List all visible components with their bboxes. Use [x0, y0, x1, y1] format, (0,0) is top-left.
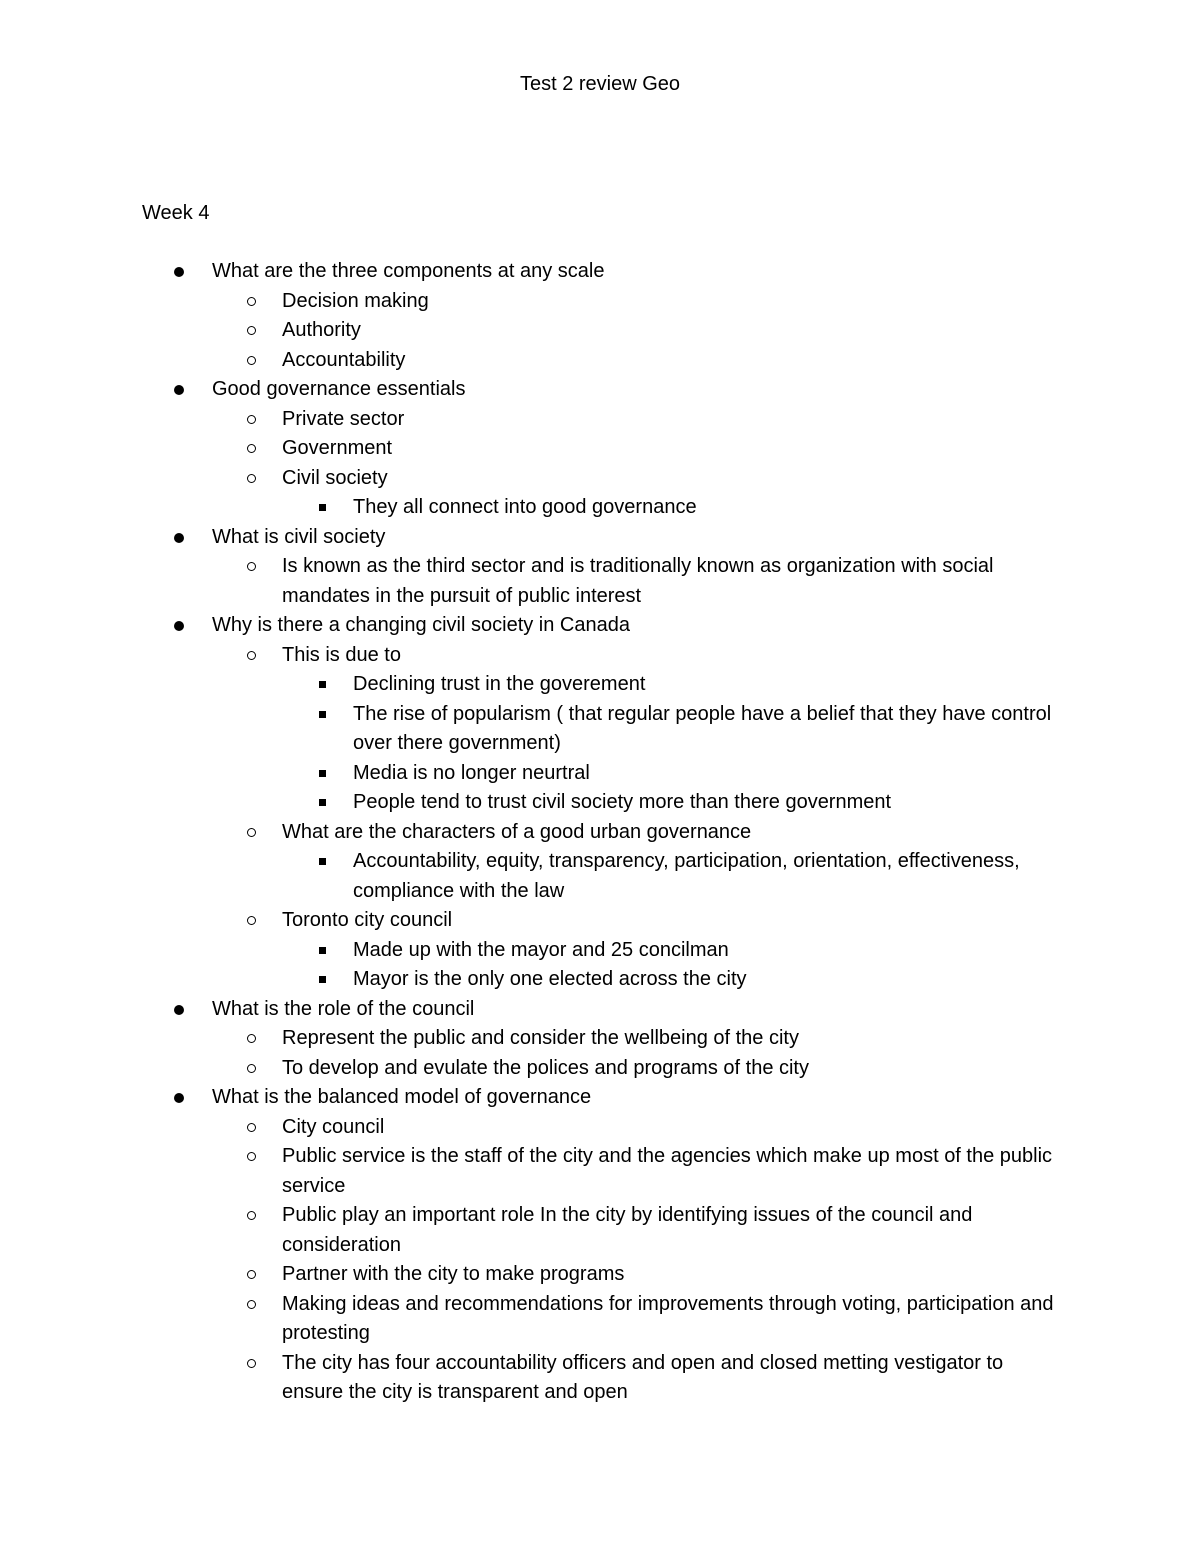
circle-bullet-icon: [247, 651, 256, 660]
list-item-text: Partner with the city to make programs: [282, 1263, 625, 1285]
list-item-text: Government: [282, 437, 393, 459]
list-item-level-1: [0, 375, 1200, 405]
circle-bullet-icon: [247, 326, 256, 335]
list-item-level-3: [0, 700, 1200, 759]
circle-bullet-icon: [247, 1359, 256, 1368]
list-item-level-1: [0, 1083, 1200, 1113]
list-item-text: Media is no longer neurtral: [353, 761, 590, 784]
list-item-level-2: [0, 287, 1200, 317]
circle-bullet-icon: [247, 1034, 256, 1043]
list-item-level-3: [0, 936, 1200, 966]
circle-bullet-icon: [247, 356, 256, 365]
disc-bullet-icon: [174, 1005, 184, 1015]
square-bullet-icon: [319, 976, 326, 983]
list-item-text: Accountability, equity, transparency, participation, orientation, effectiveness, compliance with the law: [353, 850, 1020, 902]
circle-bullet-icon: [247, 1064, 256, 1073]
square-bullet-icon: [319, 770, 326, 777]
list-item-text: Decision making: [282, 289, 429, 312]
list-item-text: This is due to: [282, 643, 401, 666]
list-item-text: The city has four accountability officers and open and closed metting vestigator to ensure the city is transparent and open: [282, 1351, 1004, 1403]
square-bullet-icon: [319, 858, 326, 865]
list-item-text: Mayor is the only one elected across the city: [353, 968, 747, 990]
circle-bullet-icon: [247, 1300, 256, 1309]
list-item-level-2: [0, 906, 1200, 936]
list-item-level-2: [0, 1201, 1200, 1260]
outline-list: [0, 257, 1200, 1408]
list-item-text: Made up with the mayor and 25 concilman: [353, 938, 729, 961]
list-item-level-2: [0, 818, 1200, 848]
list-item-level-3: [0, 965, 1200, 995]
list-item-text: Private sector: [282, 407, 405, 430]
square-bullet-icon: [319, 504, 326, 511]
list-item-text: Accountability: [282, 348, 406, 371]
list-item-level-2: [0, 1290, 1200, 1349]
circle-bullet-icon: [247, 916, 256, 925]
list-item-level-2: [0, 1260, 1200, 1290]
list-item-level-2: [0, 1054, 1200, 1084]
bullet-list: [0, 257, 1200, 1408]
list-item-level-1: [0, 995, 1200, 1025]
list-item-level-3: [0, 847, 1200, 906]
list-item-text: Civil society: [282, 466, 388, 489]
list-item-text: Why is there a changing civil society in Canada: [212, 614, 630, 636]
square-bullet-icon: [319, 711, 326, 718]
list-item-text: Is known as the third sector and is traditionally known as organization with social mandates in the pursuit of public interest: [282, 555, 994, 607]
section-heading: Week 4: [142, 202, 210, 224]
list-item-level-2: [0, 434, 1200, 464]
square-bullet-icon: [319, 799, 326, 806]
list-item-text: Authority: [282, 319, 361, 341]
disc-bullet-icon: [174, 1093, 184, 1103]
document-title: Test 2 review Geo: [519, 73, 681, 95]
disc-bullet-icon: [174, 621, 184, 631]
list-item-text: What is the balanced model of governance: [212, 1086, 592, 1108]
list-item-text: Public service is the staff of the city and the agencies which make up most of the public service: [282, 1145, 1053, 1197]
list-item-level-2: [0, 464, 1200, 494]
list-item-text: What is the role of the council: [212, 997, 475, 1020]
circle-bullet-icon: [247, 444, 256, 453]
list-item-text: City council: [282, 1115, 385, 1138]
list-item-text: To develop and evulate the polices and programs of the city: [282, 1056, 809, 1079]
list-item-level-2: [0, 405, 1200, 435]
list-item-text: Good governance essentials: [212, 378, 466, 400]
circle-bullet-icon: [247, 415, 256, 424]
list-item-text: Public play an important role In the city by identifying issues of the council and consideration: [282, 1204, 973, 1256]
list-item-text: They all connect into good governance: [353, 496, 697, 518]
list-item-level-2: [0, 1113, 1200, 1143]
circle-bullet-icon: [247, 828, 256, 837]
list-item-level-1: [0, 523, 1200, 553]
list-item-text: Toronto city council: [282, 909, 453, 931]
list-item-level-2: [0, 1142, 1200, 1201]
list-item-text: What is civil society: [212, 525, 386, 548]
list-item-level-2: [0, 346, 1200, 376]
list-item-level-1: [0, 257, 1200, 287]
list-item-level-2: [0, 1349, 1200, 1408]
square-bullet-icon: [319, 947, 326, 954]
circle-bullet-icon: [247, 562, 256, 571]
square-bullet-icon: [319, 681, 326, 688]
circle-bullet-icon: [247, 474, 256, 483]
disc-bullet-icon: [174, 385, 184, 395]
list-item-text: The rise of popularism ( that regular people have a belief that they have control over there government): [353, 702, 1052, 754]
list-item-text: What are the characters of a good urban governance: [282, 820, 752, 843]
list-item-text: Making ideas and recommendations for improvements through voting, participation and protesting: [282, 1292, 1054, 1344]
list-item-text: What are the three components at any scale: [212, 260, 605, 282]
circle-bullet-icon: [247, 1270, 256, 1279]
disc-bullet-icon: [174, 267, 184, 277]
circle-bullet-icon: [247, 1123, 256, 1132]
list-item-level-2: [0, 316, 1200, 346]
circle-bullet-icon: [247, 1211, 256, 1220]
list-item-text: Represent the public and consider the wellbeing of the city: [282, 1027, 799, 1049]
list-item-level-3: [0, 493, 1200, 523]
list-item-level-3: [0, 670, 1200, 700]
list-item-level-3: [0, 788, 1200, 818]
disc-bullet-icon: [174, 533, 184, 543]
circle-bullet-icon: [247, 1152, 256, 1161]
list-item-level-2: [0, 1024, 1200, 1054]
list-item-text: Declining trust in the goverement: [353, 673, 646, 695]
list-item-level-2: [0, 552, 1200, 611]
list-item-level-3: [0, 759, 1200, 789]
circle-bullet-icon: [247, 297, 256, 306]
list-item-level-2: [0, 641, 1200, 671]
list-item-text: People tend to trust civil society more than there government: [353, 791, 892, 813]
list-item-level-1: [0, 611, 1200, 641]
